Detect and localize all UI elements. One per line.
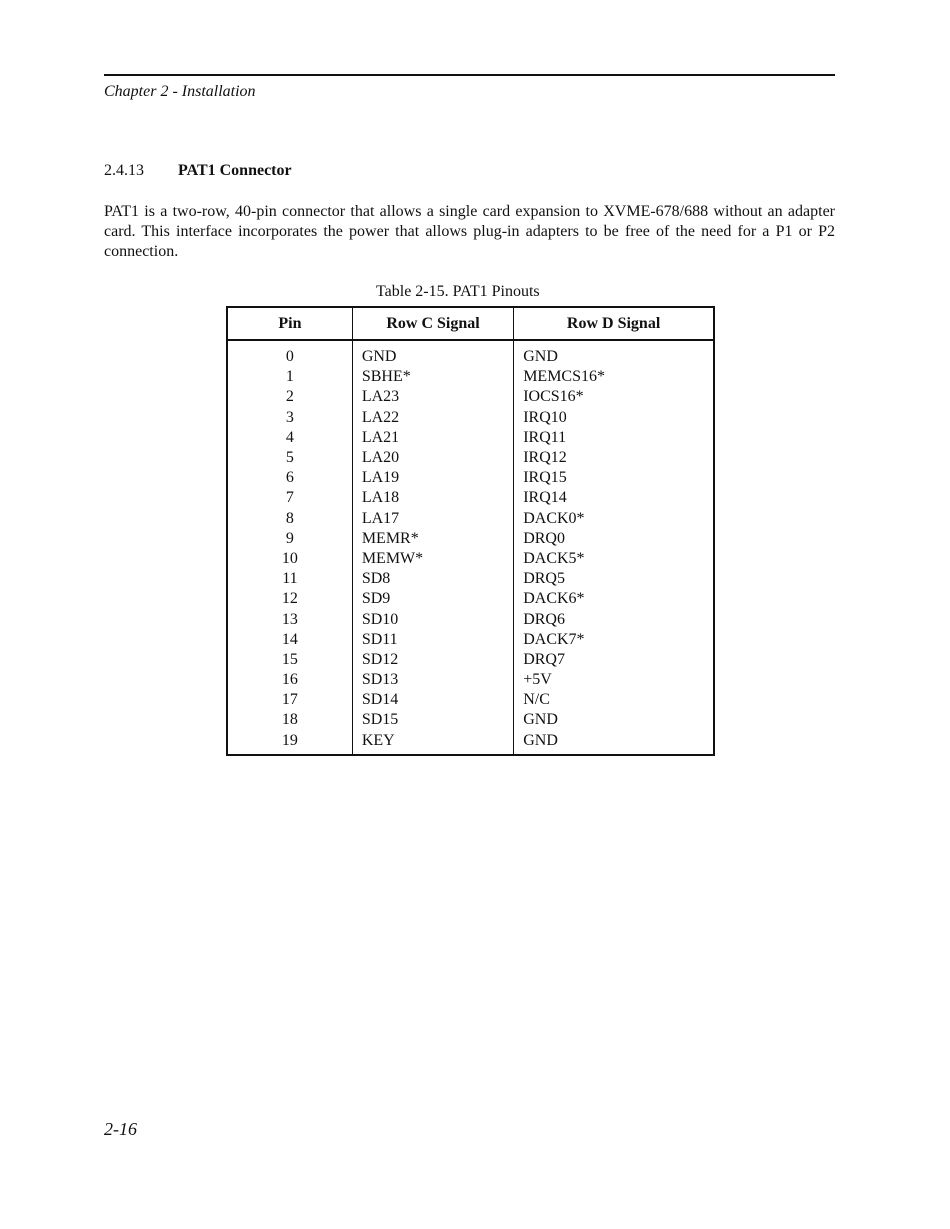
row-d-signal-cell: GND [514, 710, 714, 730]
pin-number-cell: 15 [281, 650, 298, 668]
column-header-pin: Pin [227, 307, 352, 340]
table-row [227, 428, 714, 448]
row-d-signal-cell: +5V [514, 670, 714, 690]
table-row [227, 488, 714, 508]
row-c-signal-cell: SD10 [352, 609, 513, 629]
row-c-signal-cell: LA18 [352, 488, 513, 508]
pin-number-cell: 5 [285, 449, 294, 467]
table-row [227, 387, 714, 407]
row-c-signal-cell: LA19 [352, 468, 513, 488]
pin-number-cell: 11 [282, 570, 298, 588]
row-d-signal-cell: DRQ5 [514, 569, 714, 589]
pin-number-cell: 0 [285, 348, 294, 366]
table-row [227, 549, 714, 569]
row-c-signal-cell: SD11 [352, 630, 513, 650]
pin-number-cell: 3 [285, 408, 294, 426]
pin-number-cell: 4 [285, 428, 294, 446]
row-c-signal-cell: SD15 [352, 710, 513, 730]
row-c-signal-cell: LA22 [352, 408, 513, 428]
pin-number-cell: 9 [285, 529, 294, 547]
table-row [227, 340, 714, 367]
row-d-signal-cell: MEMCS16* [514, 367, 714, 387]
section-heading [104, 162, 292, 180]
row-c-signal-cell: GND [352, 340, 513, 367]
pin-number-cell: 6 [285, 469, 294, 487]
row-d-signal-cell: DACK7* [514, 630, 714, 650]
row-d-signal-cell: N/C [514, 690, 714, 710]
pin-number-cell: 7 [285, 489, 294, 507]
row-d-signal-cell: DACK0* [514, 509, 714, 529]
row-c-signal-cell: SD8 [352, 569, 513, 589]
row-d-signal-cell: DACK6* [514, 589, 714, 609]
row-d-signal-cell: DRQ6 [514, 609, 714, 629]
pin-number-cell: 19 [281, 731, 298, 749]
row-d-signal-cell: DACK5* [514, 549, 714, 569]
table-row [227, 690, 714, 710]
table-row [227, 408, 714, 428]
section-title: PAT1 Connector [178, 162, 292, 179]
row-d-signal-cell: GND [514, 731, 714, 755]
column-header-row-d: Row D Signal [514, 307, 714, 340]
row-c-signal-cell: MEMW* [352, 549, 513, 569]
table-row [227, 710, 714, 730]
table-row [227, 650, 714, 670]
table-header-row [227, 307, 714, 340]
row-d-signal-cell: IRQ14 [514, 488, 714, 508]
pin-number-cell: 2 [285, 388, 294, 406]
table-row [227, 367, 714, 387]
pin-number-cell: 13 [281, 610, 298, 628]
chapter-header: Chapter 2 - Installation [104, 83, 256, 100]
pin-number-cell: 8 [285, 509, 294, 527]
table-row [227, 509, 714, 529]
table-row [227, 448, 714, 468]
row-c-signal-cell: LA21 [352, 428, 513, 448]
table-caption: Table 2-15. PAT1 Pinouts [376, 283, 540, 300]
row-c-signal-cell: MEMR* [352, 529, 513, 549]
pin-number-cell: 16 [281, 671, 298, 689]
table-row [227, 630, 714, 650]
row-d-signal-cell: DRQ7 [514, 650, 714, 670]
table-row [227, 569, 714, 589]
row-c-signal-cell: SBHE* [352, 367, 513, 387]
row-c-signal-cell: KEY [352, 731, 513, 755]
page-number: 2-16 [104, 1119, 137, 1139]
row-d-signal-cell: IRQ11 [514, 428, 714, 448]
table-row [227, 670, 714, 690]
row-c-signal-cell: SD14 [352, 690, 513, 710]
pin-number-cell: 17 [281, 691, 298, 709]
row-d-signal-cell: IRQ15 [514, 468, 714, 488]
row-d-signal-cell: GND [514, 340, 714, 367]
row-c-signal-cell: SD13 [352, 670, 513, 690]
row-c-signal-cell: LA23 [352, 387, 513, 407]
pinout-table [226, 306, 715, 756]
row-d-signal-cell: IRQ10 [514, 408, 714, 428]
row-c-signal-cell: LA20 [352, 448, 513, 468]
table-row [227, 609, 714, 629]
pin-number-cell: 18 [281, 711, 298, 729]
table-row [227, 468, 714, 488]
table-row [227, 589, 714, 609]
row-d-signal-cell: IOCS16* [514, 387, 714, 407]
header-rule [104, 74, 835, 76]
table-row [227, 529, 714, 549]
body-paragraph: PAT1 is a two-row, 40-pin connector that allows a single card expansion to XVME-678/688 without an adapter card. This interface incorporates the power that allows plug-in adapters to be free of the need for a P1 or P2 connection. [104, 203, 835, 260]
row-d-signal-cell: DRQ0 [514, 529, 714, 549]
row-c-signal-cell: SD9 [352, 589, 513, 609]
row-c-signal-cell: LA17 [352, 509, 513, 529]
table-row [227, 731, 714, 755]
pin-number-cell: 10 [281, 549, 298, 567]
pin-number-cell: 12 [281, 590, 298, 608]
pin-number-cell: 14 [281, 630, 298, 648]
row-d-signal-cell: IRQ12 [514, 448, 714, 468]
section-number: 2.4.13 [104, 162, 144, 179]
column-header-row-c: Row C Signal [352, 307, 513, 340]
row-c-signal-cell: SD12 [352, 650, 513, 670]
pin-number-cell: 1 [285, 368, 294, 386]
